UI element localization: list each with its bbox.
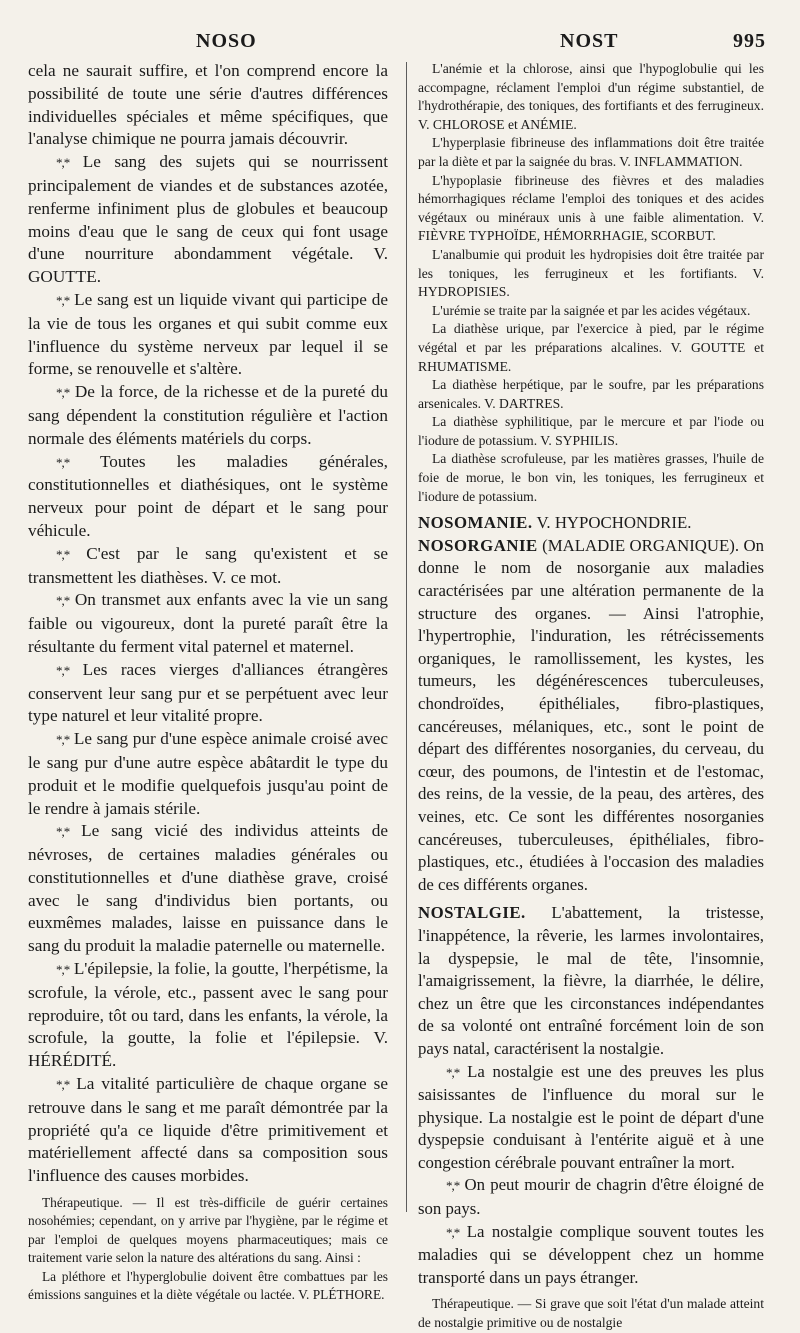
asterism-mark: *,* (56, 824, 70, 840)
paragraph-text: La diathèse syphilitique, par le mercure et par l'iode ou l'iodure de potassium. V. SYPHILIS. (418, 414, 764, 448)
paragraph (28, 728, 388, 820)
paragraph-text: Thérapeutique. — Si grave que soit l'état d'un malade atteint de nostalgie primitive ou de nostalgie (418, 1296, 764, 1331)
paragraph-text: De la force, de la richesse et de la pureté du sang dépendent la constitution régulière et l'action normale des éléments matériels du corps. (28, 382, 389, 448)
asterism-mark: *,* (56, 155, 70, 171)
asterism-mark: *,* (446, 1178, 460, 1194)
entry-headword: NOSORGANIE (418, 535, 538, 555)
asterism-mark: *,* (56, 546, 70, 562)
paragraph (418, 450, 764, 506)
asterism-mark: *,* (56, 662, 70, 678)
paragraph (418, 1174, 764, 1220)
paragraph (28, 589, 388, 658)
asterism-mark: *,* (56, 732, 70, 748)
paragraph (418, 1221, 764, 1290)
entry-headword: NOSTALGIE. (418, 903, 526, 923)
paragraph-text: On transmet aux enfants avec la vie un sang faible ou vigoureux, dont la pureté paraît être la résultante du ferment vital paternel et maternel. (28, 590, 389, 656)
paragraph-text: L'anémie et la chlorose, ainsi que l'hypoglobulie qui les accompagne, réclament l'emploi d'un régime substantiel, de l'hydrothérapie, des toniques, des fortifiants et des ferrugineux. V. CHLOROSE et ANÉMIE. (418, 61, 764, 132)
left-column (28, 60, 389, 1303)
paragraph-text: Le sang est un liquide vivant qui participe de la vie de tous les organes et qui subit comme eux l'influence du système nerveux par lequel il se forme, se renouvelle et s'altère. (28, 289, 388, 379)
paragraph (418, 60, 764, 134)
paragraph (418, 512, 764, 535)
paragraph-text: La diathèse herpétique, par le soufre, par les préparations arsenicales. V. DARTRES. (418, 377, 764, 411)
paragraph-text: Le sang pur d'une espèce animale croisé avec le sang pur d'une autre espèce abâtardit le type du produit et le modifie quelquefois jusqu'au point de le rendre à jamais stérile. (28, 729, 389, 818)
paragraph (28, 1268, 388, 1305)
paragraph (28, 381, 388, 450)
paragraph (418, 376, 764, 413)
paragraph (28, 1073, 388, 1188)
asterism-mark: *,* (56, 593, 70, 609)
asterism-mark: *,* (56, 385, 70, 401)
paragraph (418, 902, 764, 1060)
paragraph (28, 289, 388, 381)
asterism-mark: *,* (56, 292, 70, 308)
paragraph (28, 958, 388, 1073)
right-column (418, 60, 764, 1331)
asterism-mark: *,* (56, 1077, 70, 1093)
paragraph (28, 820, 388, 958)
paragraph-text: (MALADIE ORGANIQUE). On donne le nom de nosorganie aux maladies caractérisées par une altération permanente de la structure des organes. — Ainsi l'atrophie, l'hypertrophie, l'induration, les rétrécissements organiques, le ramollissement, les kystes, les tumeurs, les dégénérescences tuberculeuses, chondroïdes, épithéliales, fibro-plastiques, cancéreuses, mélaniques, etc., sont le point de départ des différentes nosorganies, du cerveau, du cœur, des poumons, de l'intestin et de l'estomac, des reins, de la vessie, de la peau, des artères, des veines, etc. Ce sont les différentes nosorganies cancéreuses, tuberculeuses, épithéliales, fibro-plastiques, etc., étudiées à l'occasion des maladies de ces différents organes. (418, 535, 764, 894)
paragraph (418, 246, 764, 302)
header-left-word: NOSO (196, 30, 257, 52)
asterism-mark: *,* (446, 1064, 460, 1080)
entry-headword: NOSOMANIE. (418, 513, 533, 533)
asterism-mark: *,* (56, 962, 70, 978)
paragraph-text: La diathèse scrofuleuse, par les matières grasses, l'huile de foie de morue, le bon vin, les toniques, les ferrugineux et l'iodure de potassium. (418, 451, 764, 504)
running-header (0, 30, 800, 58)
paragraph (418, 302, 764, 321)
paragraph (28, 60, 388, 151)
paragraph (418, 1295, 764, 1332)
paragraph (418, 320, 764, 376)
page-number: 995 (733, 30, 766, 52)
asterism-mark: *,* (56, 454, 70, 470)
paragraph-text: La nostalgie est une des preuves les plus saisissantes de l'influence du moral sur le physique. La nostalgie est le point de départ d'une dyspepsie conduisant à l'entérite aiguë et à une congestion cérébrale pouvant entraîner la mort. (418, 1061, 764, 1172)
paragraph-text: Les races vierges d'alliances étrangères conservent leur sang pur et se perpétuent avec leur type naturel et leur vitalité propre. (28, 659, 388, 726)
paragraph (418, 413, 764, 450)
paragraph-text: L'hypoplasie fibrineuse des fièvres et des maladies hémorrhagiques réclame l'emploi des toniques et des acides végétaux ou minéraux unis à une faible alimentation. V. FIÈVRE TYPHOÏDE, HÉMORRHAGIE, SCORBUT. (418, 172, 764, 244)
paragraph (28, 659, 388, 728)
paragraph-text: La nostalgie complique souvent toutes les maladies qui se développent chez un homme transporté dans un pays étranger. (418, 1221, 764, 1287)
paragraph-text: V. HYPOCHONDRIE. (536, 513, 692, 533)
paragraph-text: Toutes les maladies générales, constitutionnelles et diathésiques, ont le système nerveux pour point de départ et le sang pour véhicule. (28, 451, 388, 540)
paragraph-text: Le sang vicié des individus atteints de névroses, de certaines maladies générales ou constitutionnelles et d'une diathèse grave, croisé avec le sang d'individus bien portants, ou euxmêmes malades, laisse en puissance dans le sang du produit la maladie paternelle ou maternelle. (28, 821, 389, 956)
paragraph-text: cela ne saurait suffire, et l'on comprend encore la possibilité de toute une série d'autres différences individuelles spéciales et même spécifiques, que l'analyse chimique ne pourra jamais découvrir. (28, 61, 388, 149)
paragraph-text: L'épilepsie, la folie, la goutte, l'herpétisme, la scrofule, la vérole, etc., passent avec le sang pour reproduire, tôt ou tard, dans les enfants, la vérole, la scrofule, la goutte, la folie et l'épilepsie. V. HÉRÉDITÉ. (28, 959, 388, 1071)
paragraph-text: La diathèse urique, par l'exercice à pied, par le régime végétal et par les préparations alcalines. V. GOUTTE et RHUMATISME. (418, 321, 764, 374)
paragraph (418, 134, 764, 171)
paragraph-text: C'est par le sang qu'existent et se transmettent les diathèses. V. ce mot. (28, 543, 388, 587)
paragraph (28, 1194, 388, 1268)
paragraph-text: La vitalité particulière de chaque organe se retrouve dans le sang et me paraît démontrée par la propriété qu'a ce liquide d'être primitivement et matériellement affecté dans sa composition sous l'influence des causes morbides. (28, 1074, 388, 1186)
paragraph (418, 172, 764, 246)
paragraph-text: La pléthore et l'hyperglobulie doivent être combattues par les émissions sanguines et la diète végétale ou lactée. V. PLÉTHORE. (28, 1268, 388, 1303)
paragraph-text: L'analbumie qui produit les hydropisies doit être traitée par les toniques, les ferrugineux et les fortifiants. V. HYDROPISIES. (418, 246, 764, 300)
paragraph-text: Thérapeutique. — Il est très-difficile de guérir certaines nosohémies; cependant, on y arrive par l'hygiène, par le régime et par l'emploi de quelques moyens pharmaceutiques; mais ce traitement varie selon la nature des altérations du sang. Ainsi : (28, 1195, 388, 1266)
paragraph (418, 1061, 764, 1175)
header-right-word: NOST (560, 30, 619, 52)
paragraph (28, 451, 388, 543)
paragraph (28, 151, 388, 289)
paragraph (418, 535, 764, 897)
paragraph-text: L'hyperplasie fibrineuse des inflammations doit être traitée par la diète et par la saignée du bras. V. INFLAMMATION. (418, 135, 764, 169)
paragraph-text: On peut mourir de chagrin d'être éloigné de son pays. (418, 1175, 764, 1219)
paragraph-text: L'urémie se traite par la saignée et par les acides végétaux. (432, 302, 751, 318)
paragraph-text: L'abattement, la tristesse, l'inappétence, la rêverie, les larmes involontaires, la dyspepsie, le mal de tête, l'insomnie, l'amaigrissement, la fièvre, la diarrhée, le délire, chez un être que les circonstances indépendantes de sa volonté ont entraîné forcément loin de son pays natal, caractérisent la nostalgie. (418, 903, 764, 1058)
paragraph (28, 543, 388, 590)
paragraph-text: Le sang des sujets qui se nourrissent principalement de viandes et de substances azotée, renferme infiniment plus de globules et beaucoup moins d'eau que le sang de ceux qui font usage d'une nourriture abondamment végétale. V. GOUTTE. (28, 152, 388, 287)
column-divider (406, 62, 407, 1212)
asterism-mark: *,* (446, 1224, 460, 1240)
